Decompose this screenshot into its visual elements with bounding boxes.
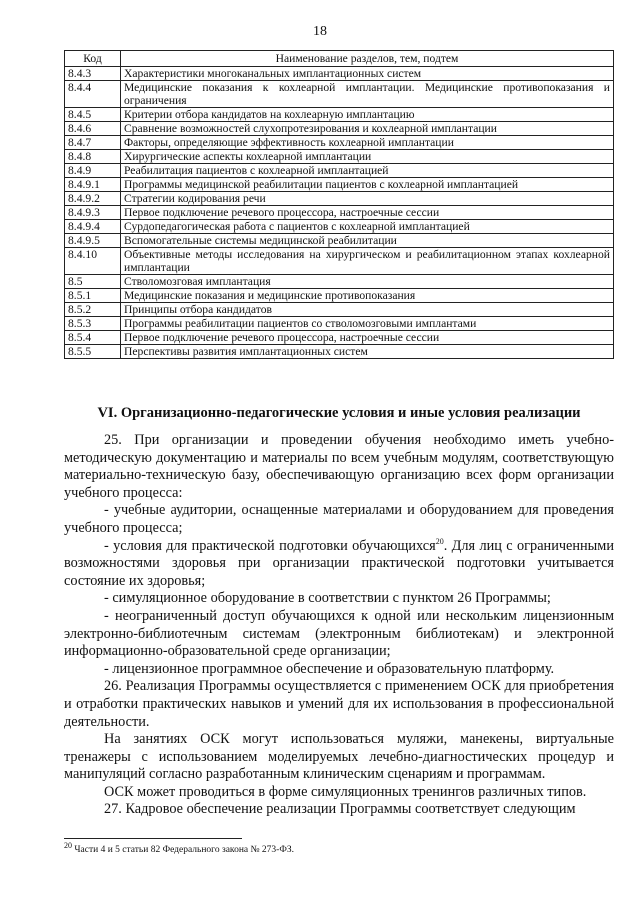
table-row [65, 345, 614, 359]
paragraph-27: 27. Кадровое обеспечение реализации Программы соответствует следующим [104, 801, 576, 818]
table-row [65, 136, 614, 150]
table-row [65, 150, 614, 164]
row-name: Критерии отбора кандидатов на кохлеарную имплантацию [121, 108, 614, 122]
list-item-auditoriums: - учебные аудитории, оснащенные материалами и оборудованием для проведения учебного процесса; [64, 502, 614, 536]
footnote [64, 840, 614, 855]
row-name: Сравнение возможностей слухопротезирования и кохлеарной имплантации [121, 122, 614, 136]
row-code: 8.4.7 [65, 136, 121, 150]
list-item-text: . Для лиц с ограниченными возможностями здоровья при организации практической подготовки учитывается состояние их здоровья; [64, 537, 614, 589]
row-code: 8.5.4 [65, 331, 121, 345]
header-name: Наименование разделов, тем, подтем [121, 51, 614, 67]
footnote-text: Части 4 и 5 статьи 82 Федерального закона № 273-ФЗ. [72, 845, 294, 855]
footnote-marker: 20 [64, 840, 72, 850]
row-name: Сурдопедагогическая работа с пациентов с кохлеарной имплантацией [121, 220, 614, 234]
row-name: Первое подключение речевого процессора, настроечные сессии [121, 206, 614, 220]
table-row [65, 108, 614, 122]
row-code: 8.5.1 [65, 289, 121, 303]
row-code: 8.4.10 [65, 248, 121, 275]
table-row [65, 303, 614, 317]
footnote-divider [64, 838, 242, 839]
row-code: 8.4.9.3 [65, 206, 121, 220]
list-item-practical-conditions [64, 538, 614, 591]
paragraph-26: 26. Реализация Программы осуществляется с применением ОСК для приобретения и отработки практических навыков и умений для их использования в профессиональной деятельности. [64, 678, 614, 730]
row-code: 8.5.3 [65, 317, 121, 331]
paragraph-osk-form: ОСК может проводиться в форме симуляционных тренингов различных типов. [104, 783, 587, 800]
table-row [65, 178, 614, 192]
table-row [65, 220, 614, 234]
footnote-ref: 20 [435, 536, 444, 546]
table-row [65, 317, 614, 331]
paragraph-25: 25. При организации и проведении обучения необходимо иметь учебно-методическую документацию и материалы по всем учебным модулям, соответствующую материально-техническую базу, обеспечивающую организацию всех форм организации учебного процесса: [64, 432, 614, 501]
row-code: 8.4.8 [65, 150, 121, 164]
table-header-row [65, 51, 614, 67]
table-row [65, 81, 614, 108]
row-name: Реабилитация пациентов с кохлеарной имплантацией [121, 164, 614, 178]
table-row [65, 234, 614, 248]
row-code: 8.4.9.4 [65, 220, 121, 234]
row-code: 8.5 [65, 275, 121, 289]
row-name: Медицинские показания к кохлеарной имплантации. Медицинские противопоказания и ограничения [121, 81, 614, 108]
table-row [65, 331, 614, 345]
row-name: Стволомозговая имплантация [121, 275, 614, 289]
table-row [65, 248, 614, 275]
row-name: Медицинские показания и медицинские противопоказания [121, 289, 614, 303]
row-code: 8.5.2 [65, 303, 121, 317]
row-code: 8.4.3 [65, 67, 121, 81]
row-name: Объективные методы исследования на хирургическом и реабилитационном этапах кохлеарной имплантации [121, 248, 614, 275]
header-code: Код [65, 51, 121, 67]
table-body [65, 67, 614, 359]
table-row [65, 289, 614, 303]
row-name: Перспективы развития имплантационных систем [121, 345, 614, 359]
row-name: Характеристики многоканальных имплантационных систем [121, 67, 614, 81]
table-row [65, 67, 614, 81]
row-code: 8.5.5 [65, 345, 121, 359]
row-code: 8.4.9.2 [65, 192, 121, 206]
row-code: 8.4.6 [65, 122, 121, 136]
row-name: Вспомогательные системы медицинской реабилитации [121, 234, 614, 248]
body-text [64, 432, 614, 819]
row-code: 8.4.4 [65, 81, 121, 108]
table-row [65, 164, 614, 178]
table-row [65, 275, 614, 289]
paragraph-osk-classes: На занятиях ОСК могут использоваться муляжи, манекены, виртуальные тренажеры с использованием моделируемых лечебно-диагностических процедур и манипуляций согласно разработанным клиническим сценариям и программам. [64, 731, 614, 783]
row-code: 8.4.5 [65, 108, 121, 122]
list-item-software: - лицензионное программное обеспечение и образовательную платформу. [104, 660, 555, 677]
row-code: 8.4.9.1 [65, 178, 121, 192]
row-name: Факторы, определяющие эффективность кохлеарной имплантации [121, 136, 614, 150]
row-name: Хирургические аспекты кохлеарной имплантации [121, 150, 614, 164]
table-row [65, 122, 614, 136]
row-name: Первое подключение речевого процессора, настроечные сессии [121, 331, 614, 345]
table-row [65, 192, 614, 206]
row-name: Принципы отбора кандидатов [121, 303, 614, 317]
topics-table [64, 50, 614, 359]
row-name: Программы реабилитации пациентов со стволомозговыми имплантами [121, 317, 614, 331]
list-item-library-access: - неограниченный доступ обучающихся к одной или нескольким лицензионным электронно-библиотечным системам (электронным библиотекам) и электронной информационно-образовательной среде организации; [64, 607, 614, 660]
row-code: 8.4.9 [65, 164, 121, 178]
row-code: 8.4.9.5 [65, 234, 121, 248]
page-number: 18 [313, 24, 327, 39]
list-item-simulation-equipment: - симуляционное оборудование в соответствии с пунктом 26 Программы; [104, 590, 551, 607]
row-name: Программы медицинской реабилитации пациентов с кохлеарной имплантацией [121, 178, 614, 192]
section-heading: VI. Организационно-педагогические условия и иные условия реализации [97, 405, 581, 421]
row-name: Стратегии кодирования речи [121, 192, 614, 206]
table-row [65, 206, 614, 220]
list-item-text: - условия для практической подготовки обучающихся [104, 537, 436, 554]
